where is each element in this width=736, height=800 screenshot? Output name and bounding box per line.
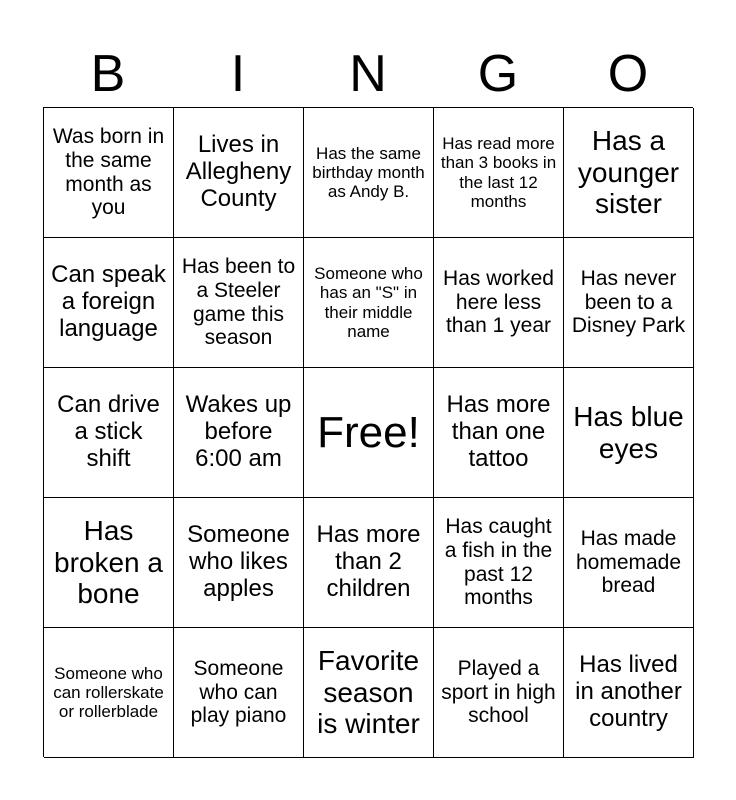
free-space[interactable]: Free!	[304, 368, 434, 498]
bingo-cell[interactable]: Wakes up before 6:00 am	[174, 368, 304, 498]
bingo-cell[interactable]: Played a sport in high school	[434, 628, 564, 758]
bingo-cell[interactable]: Was born in the same month as you	[44, 108, 174, 238]
header-letter-b: B	[90, 45, 126, 103]
bingo-cell[interactable]: Has broken a bone	[44, 498, 174, 628]
bingo-card	[43, 107, 693, 757]
bingo-cell[interactable]: Has blue eyes	[564, 368, 694, 498]
bingo-cell[interactable]: Favorite season is winter	[304, 628, 434, 758]
bingo-cell[interactable]: Has lived in another country	[564, 628, 694, 758]
bingo-cell[interactable]: Has the same birthday month as Andy B.	[304, 108, 434, 238]
bingo-cell[interactable]: Someone who has an "S" in their middle name	[304, 238, 434, 368]
bingo-cell[interactable]: Lives in Allegheny County	[174, 108, 304, 238]
header-letter-i: I	[230, 45, 246, 103]
bingo-cell[interactable]: Has more than 2 children	[304, 498, 434, 628]
bingo-cell[interactable]: Has read more than 3 books in the last 12 months	[434, 108, 564, 238]
bingo-header	[43, 40, 693, 108]
bingo-cell[interactable]: Has more than one tattoo	[434, 368, 564, 498]
bingo-cell[interactable]: Has never been to a Disney Park	[564, 238, 694, 368]
bingo-cell[interactable]: Has caught a fish in the past 12 months	[434, 498, 564, 628]
bingo-cell[interactable]: Has worked here less than 1 year	[434, 238, 564, 368]
header-letter-o: O	[607, 45, 649, 103]
bingo-cell[interactable]: Can speak a foreign language	[44, 238, 174, 368]
header-letter-n: N	[349, 45, 387, 103]
bingo-cell[interactable]: Has been to a Steeler game this season	[174, 238, 304, 368]
bingo-cell[interactable]: Can drive a stick shift	[44, 368, 174, 498]
bingo-cell[interactable]: Has a younger sister	[564, 108, 694, 238]
bingo-cell[interactable]: Has made homemade bread	[564, 498, 694, 628]
bingo-cell[interactable]: Someone who likes apples	[174, 498, 304, 628]
header-letter-g: G	[477, 45, 519, 103]
bingo-cell[interactable]: Someone who can play piano	[174, 628, 304, 758]
bingo-cell[interactable]: Someone who can rollerskate or rollerblade	[44, 628, 174, 758]
